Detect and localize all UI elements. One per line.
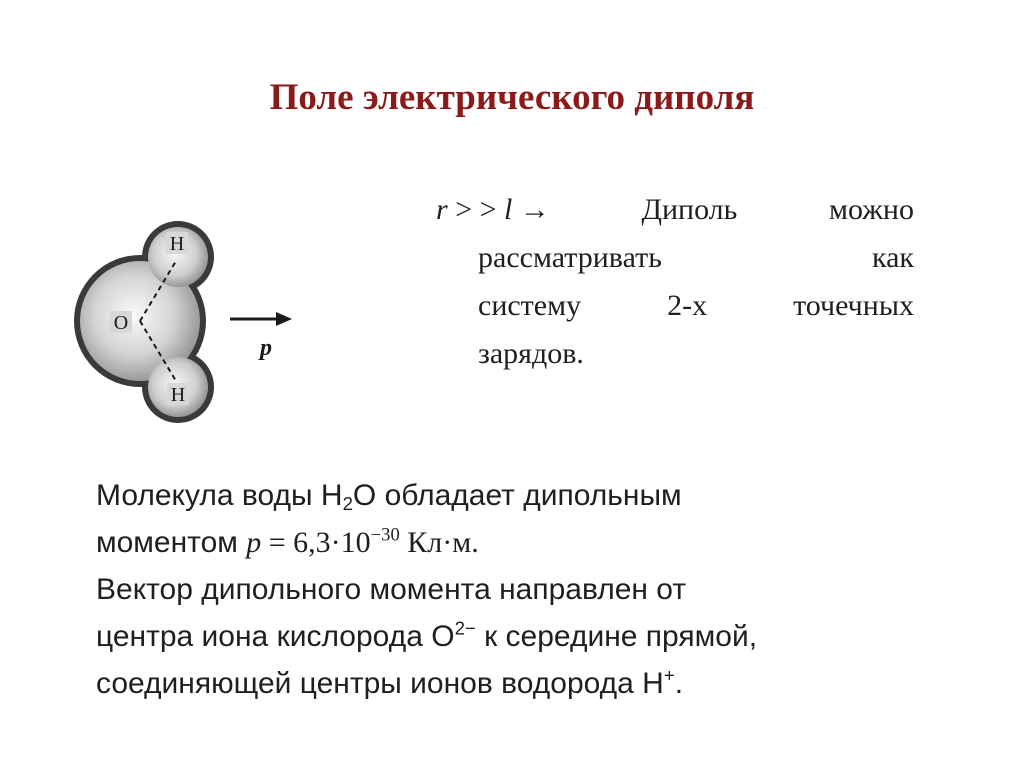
condition — [436, 186, 550, 234]
statement-line-3 — [436, 282, 914, 330]
water-molecule-figure — [70, 215, 310, 430]
statement-word: точечных — [793, 289, 914, 322]
water-dipole-description — [96, 472, 956, 707]
body-line-3: Вектор дипольного момента направлен от — [96, 573, 687, 606]
statement-word: рассматривать — [478, 241, 662, 274]
statement-word: можно — [828, 193, 914, 226]
statement-word: Диполь — [641, 193, 738, 226]
statement-line-1 — [436, 186, 914, 234]
condition-r: r — [436, 193, 448, 226]
implication-arrow: → — [519, 193, 550, 226]
statement-line-4: зарядов. — [478, 337, 584, 370]
dipole-vector-label: p — [260, 335, 272, 361]
statement-word: систему — [478, 289, 582, 322]
body-line-2: моментом $p = 6,3\cdot 10^{-30}$ Кл·м. — [96, 524, 479, 559]
hydrogen-label-bottom: H — [170, 384, 186, 406]
hydrogen-label-top: H — [169, 233, 185, 255]
dipole-approximation-statement — [436, 186, 914, 378]
body-line-5: соединяющей центры ионов водорода H+. — [96, 664, 684, 700]
page-title: Поле электрического диполя — [269, 77, 755, 118]
statement-word: 2-х — [667, 289, 708, 322]
oxygen-label: O — [113, 312, 129, 334]
dipole-arrow-head — [276, 312, 292, 326]
body-line-1: Молекула воды $H_2O$ обладает дипольным — [96, 479, 682, 515]
statement-line-2 — [436, 234, 914, 282]
condition-operator: > > — [455, 193, 497, 226]
condition-l: l — [504, 193, 513, 226]
body-line-4: центра иона кислорода $O^{2-}$ к середине прямой, — [96, 617, 758, 653]
statement-word: как — [871, 241, 914, 274]
